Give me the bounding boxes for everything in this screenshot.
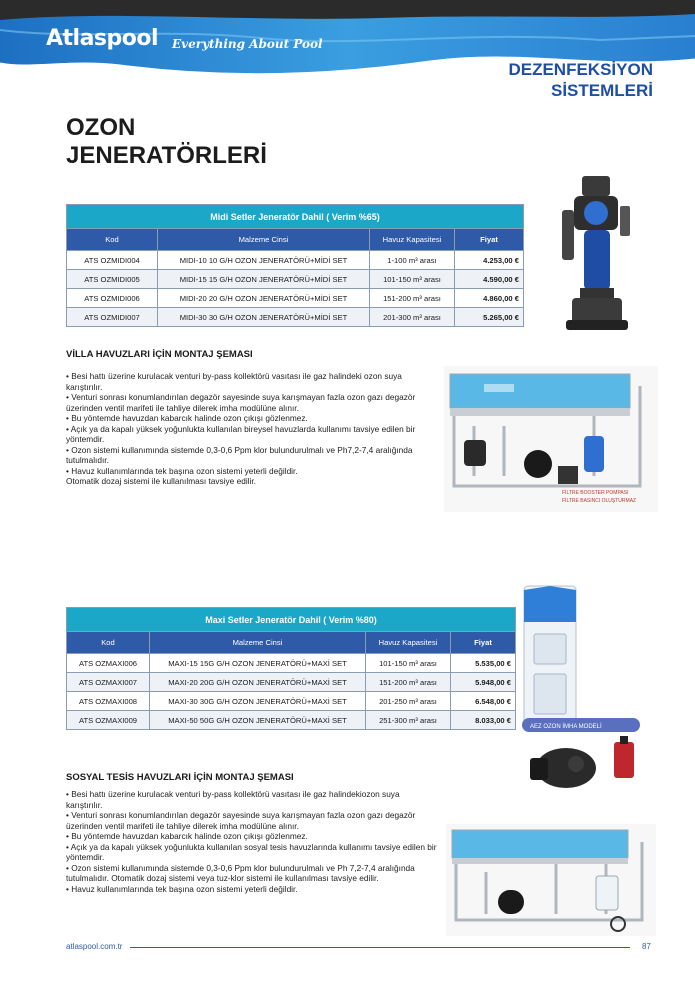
cell-kod: ATS OZMAXI008 — [67, 692, 150, 711]
column-header-fiyat: Fiyat — [455, 229, 524, 251]
page-title-line2: JENERATÖRLERİ — [66, 142, 267, 169]
column-header-kapasite: Havuz Kapasitesi — [366, 632, 451, 654]
table-row — [67, 673, 516, 692]
villa-line: • Venturi sonrası konumlandırılan degazör sayesinde suya karışmayan fazla ozon gazı degazör üzerinden ventil marifeti ile tahliye dilerek imha modülüne alınır. — [66, 392, 416, 413]
maxi-sets-table — [66, 607, 516, 730]
section-title-line1: DEZENFEKSİYON — [508, 60, 653, 79]
cell-kod: ATS OZMAXI009 — [67, 711, 150, 730]
column-header-kod: Kod — [67, 229, 158, 251]
cell-malzeme: MIDI-20 20 G/H OZON JENERATÖRÜ+MİDİ SET — [158, 289, 370, 308]
villa-line: • Havuz kullanımlarında tek başına ozon sistemi yeterli değildir. — [66, 465, 298, 476]
cell-kapasite: 151-200 m³ arası — [366, 673, 451, 692]
cell-malzeme: MIDI-30 30 G/H OZON JENERATÖRÜ+MİDİ SET — [158, 308, 370, 327]
table-row — [67, 654, 516, 673]
villa-line: • Açık ya da kapalı yüksek yoğunlukta kullanılan bireysel havuzlarda kullanımı tavsiye edilen bir yöntemdir. — [66, 423, 416, 444]
cell-fiyat: 5.265,00 € — [455, 308, 524, 327]
atlaspool-logo: Atlaspool — [46, 26, 159, 51]
column-header-malzeme: Malzeme Cinsi — [158, 229, 370, 251]
venturi-degazor-pump-image — [520, 712, 650, 792]
table-row — [67, 711, 516, 730]
midi-sets-table — [66, 204, 524, 327]
villa-installation-diagram — [444, 366, 658, 512]
cell-kapasite: 201-300 m³ arası — [370, 308, 455, 327]
cell-kapasite: 101-150 m³ arası — [370, 270, 455, 289]
cell-malzeme: MAXI-30 30G G/H OZON JENERATÖRÜ+MAXİ SET — [150, 692, 366, 711]
cell-kapasite: 1-100 m³ arası — [370, 251, 455, 270]
diagram-caption-1: FİLTRE BOOSTER POMPASI — [562, 490, 629, 496]
villa-section-heading: VİLLA HAVUZLARI İÇİN MONTAJ ŞEMASI — [66, 349, 253, 360]
table-row — [67, 251, 524, 270]
sosyal-section-text — [66, 789, 438, 894]
sosyal-line: • Bu yöntemde havuzdan kabarcık halinde ozon çıkışı gözlenmez. — [66, 831, 308, 841]
midi-ozone-generator-image — [552, 170, 642, 340]
page-title — [66, 114, 366, 170]
column-header-kapasite: Havuz Kapasitesi — [370, 229, 455, 251]
villa-line: • Bu yöntemde havuzdan kabarcık halinde ozon çıkışı gözlenmez. — [66, 413, 308, 423]
midi-table-caption: Midi Setler Jeneratör Dahil ( Verim %65) — [67, 205, 524, 229]
cell-fiyat: 4.253,00 € — [455, 251, 524, 270]
sosyal-installation-diagram — [446, 824, 656, 936]
cell-kapasite: 101-150 m³ arası — [366, 654, 451, 673]
sosyal-section-heading: SOSYAL TESİS HAVUZLARI İÇİN MONTAJ ŞEMASI — [66, 772, 294, 783]
maxi-table-caption: Maxi Setler Jeneratör Dahil ( Verim %80) — [67, 608, 516, 632]
cell-fiyat: 8.033,00 € — [451, 711, 516, 730]
cell-malzeme: MAXI-20 20G G/H OZON JENERATÖRÜ+MAXİ SET — [150, 673, 366, 692]
cell-kod: ATS OZMIDI005 — [67, 270, 158, 289]
column-header-malzeme: Malzeme Cinsi — [150, 632, 366, 654]
cell-kod: ATS OZMAXI007 — [67, 673, 150, 692]
cell-malzeme: MAXI-15 15G G/H OZON JENERATÖRÜ+MAXİ SET — [150, 654, 366, 673]
sosyal-line: • Havuz kullanımlarında tek başına ozon sistemi yeterli değildir. — [66, 883, 298, 894]
cell-kapasite: 201-250 m³ arası — [366, 692, 451, 711]
cell-malzeme: MAXI-50 50G G/H OZON JENERATÖRÜ+MAXİ SET — [150, 711, 366, 730]
villa-line: • Besi hattı üzerine kurulacak venturi by-pass kollektörü vasıtası ile gaz halindeki ozon suya karıştırılır. — [66, 371, 402, 392]
table-row — [67, 692, 516, 711]
cell-kod: ATS OZMIDI006 — [67, 289, 158, 308]
cell-fiyat: 4.590,00 € — [455, 270, 524, 289]
column-header-fiyat: Fiyat — [451, 632, 516, 654]
diagram-caption-2: FİLTRE BASINCI OLUŞTURMAZ — [562, 498, 637, 504]
cell-kod: ATS OZMIDI004 — [67, 251, 158, 270]
sosyal-line: • Ozon sistemi kullanımında sistemde 0,3-0,6 Ppm klor bulundurulmalı ve Ph 7,2-7,4 aralığında tutulmalıdır. Otomatik dozaj sistemi veya tuz-klor sistemi ile kullanılması tavsiye edilir. — [66, 862, 415, 883]
cell-fiyat: 5.535,00 € — [451, 654, 516, 673]
cell-malzeme: MIDI-15 15 G/H OZON JENERATÖRÜ+MİDİ SET — [158, 270, 370, 289]
page-title-line1: OZON — [66, 114, 136, 141]
villa-section-text — [66, 371, 438, 487]
maxi-ozone-cabinet-image — [520, 582, 580, 732]
page-number: 87 — [642, 942, 651, 951]
cell-fiyat: 4.860,00 € — [455, 289, 524, 308]
villa-line: Otomatik dozaj sistemi ile kullanılması tavsiye edilir. — [66, 476, 256, 486]
tagline: Everything About Pool — [172, 37, 323, 51]
sosyal-line: • Açık ya da kapalı yüksek yoğunlukta kullanılan sosyal tesis havuzlarında kullanımı tavsiye edilen bir yöntemdir. — [66, 841, 437, 862]
cell-kod: ATS OZMIDI007 — [67, 308, 158, 327]
sosyal-line: • Besi hattı üzerine kurulacak venturi by-pass kollektörü vasıtası ile gaz halindekiozon suya karıştırılır. — [66, 789, 400, 810]
cell-fiyat: 5.948,00 € — [451, 673, 516, 692]
section-title-line2: SİSTEMLERİ — [550, 81, 653, 100]
cell-malzeme: MIDI-10 10 G/H OZON JENERATÖRÜ+MİDİ SET — [158, 251, 370, 270]
column-header-kod: Kod — [67, 632, 150, 654]
table-row — [67, 289, 524, 308]
sosyal-line: • Venturi sonrası konumlandırılan degazör sayesinde suya karışmayan fazla ozon gazı degazör üzerinden ventil marifeti ile tahliye dilerek imha modülüne alınır. — [66, 810, 416, 831]
cell-kapasite: 151-200 m³ arası — [370, 289, 455, 308]
footer-url: atlaspool.com.tr — [66, 942, 123, 951]
footer-divider — [130, 947, 630, 948]
cell-fiyat: 6.548,00 € — [451, 692, 516, 711]
table-row — [67, 308, 524, 327]
section-title — [393, 59, 653, 101]
table-row — [67, 270, 524, 289]
villa-line: • Ozon sistemi kullanımında sistemde 0,3-0,6 Ppm klor bulundurulmalı ve Ph7,2-7,4 aralığında tutulmalıdır. — [66, 444, 413, 465]
venturi-label: AEZ OZON İMHA MODELİ — [530, 724, 602, 730]
cell-kod: ATS OZMAXI006 — [67, 654, 150, 673]
cell-kapasite: 251-300 m³ arası — [366, 711, 451, 730]
